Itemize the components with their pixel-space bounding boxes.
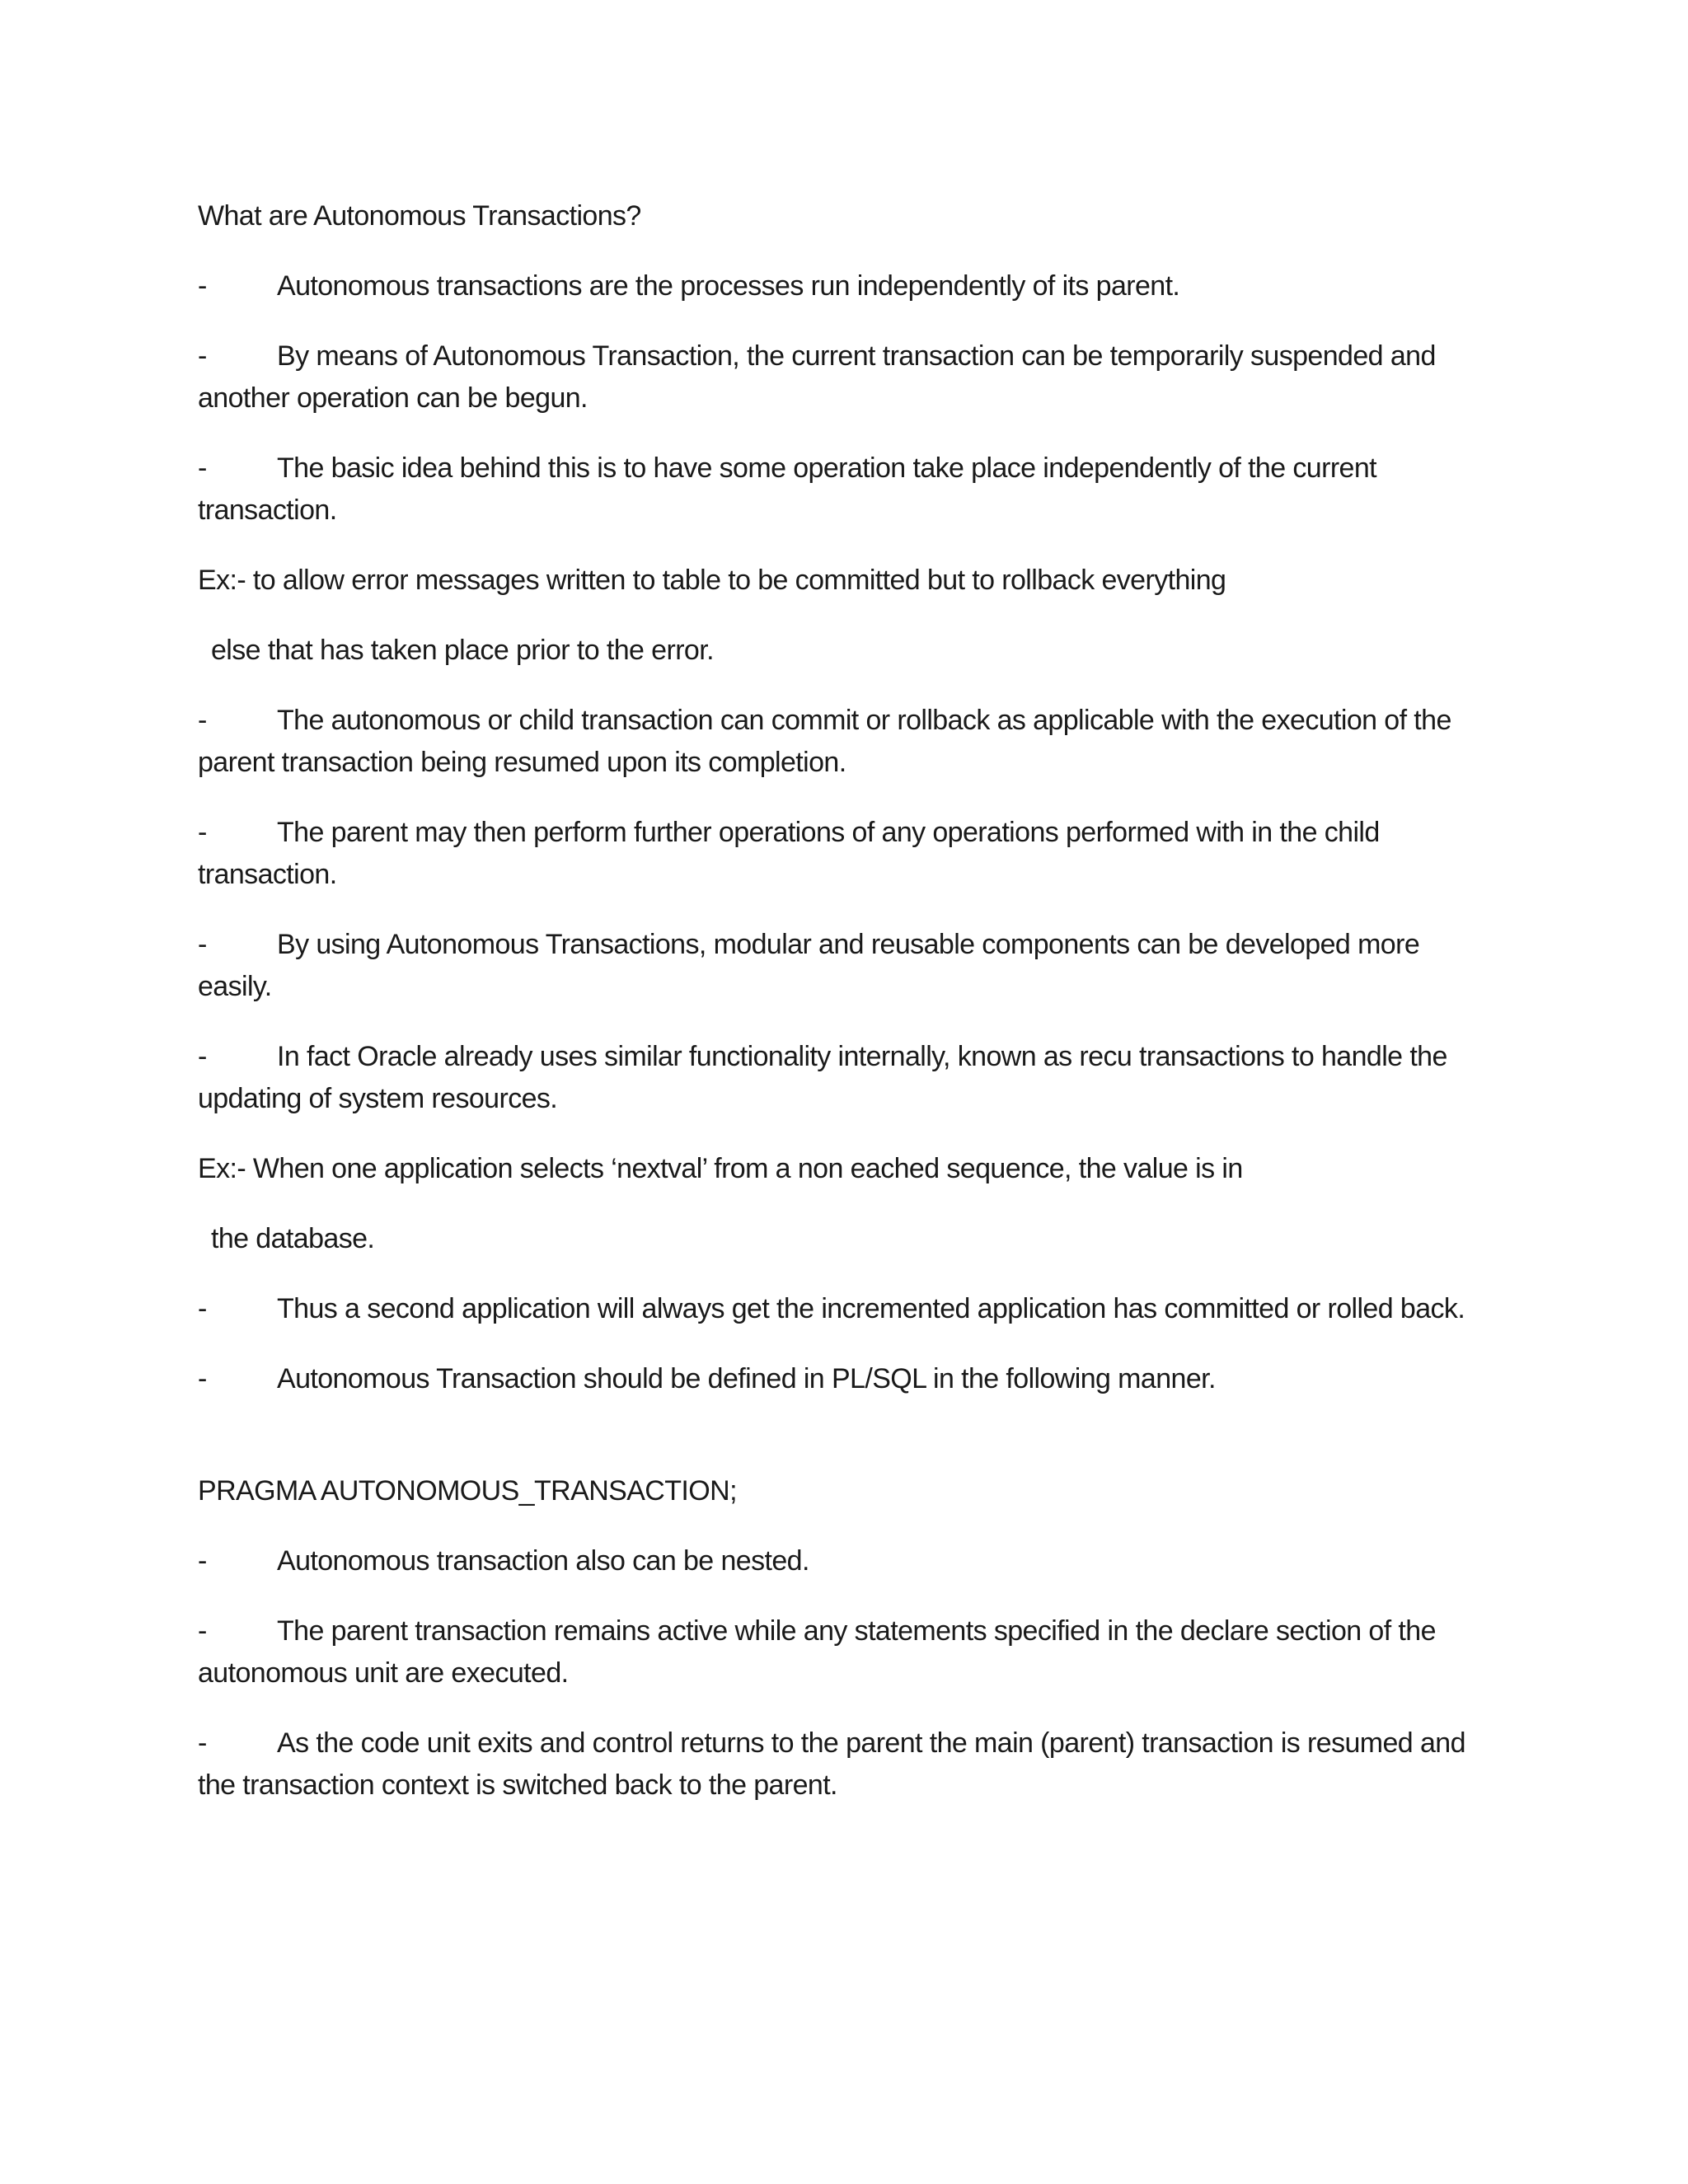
bullet-dash: - <box>198 1615 207 1647</box>
bullet-item <box>198 1610 1500 1694</box>
bullet-dash: - <box>198 452 207 484</box>
bullet-item <box>198 448 1500 532</box>
bullet-item <box>198 265 1500 307</box>
bullet-item <box>198 1358 1500 1400</box>
example-continuation: else that has taken place prior to the error. <box>211 635 714 666</box>
bullet-dash: - <box>198 1363 207 1394</box>
bullet-dash: - <box>198 1545 207 1577</box>
bullet-text: Autonomous transaction also can be nested. <box>277 1545 809 1577</box>
bullet-dash: - <box>198 1041 207 1072</box>
bullet-text: The parent transaction remains active while any statements specified in the declare section of the autonomous unit are executed. <box>198 1615 1436 1689</box>
document-body <box>198 195 1500 1835</box>
bullet-item <box>198 1722 1500 1807</box>
bullet-text: As the code unit exits and control returns to the parent the main (parent) transaction is resumed and the transaction context is switched back to the parent. <box>198 1727 1465 1801</box>
bullet-text: The autonomous or child transaction can commit or rollback as applicable with the execution of the parent transaction being resumed upon its completion. <box>198 705 1451 778</box>
bullet-item <box>198 1036 1500 1120</box>
bullet-dash: - <box>198 817 207 848</box>
pragma-statement: PRAGMA AUTONOMOUS_TRANSACTION; <box>198 1475 737 1507</box>
bullet-item <box>198 812 1500 896</box>
bullet-item <box>198 1288 1500 1330</box>
bullet-item <box>198 924 1500 1008</box>
bullet-text: Autonomous transactions are the processes run independently of its parent. <box>277 270 1180 302</box>
bullet-text: The parent may then perform further operations of any operations performed with in the child transaction. <box>198 817 1380 890</box>
example-paragraph: Ex:- to allow error messages written to table to be committed but to rollback everything <box>198 565 1226 596</box>
bullet-text: Thus a second application will always get the incremented application has committed or rolled back. <box>277 1293 1465 1324</box>
bullet-item <box>198 700 1500 784</box>
bullet-dash: - <box>198 705 207 736</box>
bullet-text: The basic idea behind this is to have some operation take place independently of the current transaction. <box>198 452 1377 526</box>
bullet-dash: - <box>198 270 207 302</box>
example-continuation: the database. <box>211 1223 375 1254</box>
bullet-item <box>198 335 1500 419</box>
bullet-dash: - <box>198 340 207 372</box>
bullet-text: In fact Oracle already uses similar functionality internally, known as recu transactions to handle the updating of system resources. <box>198 1041 1447 1114</box>
bullet-text: By means of Autonomous Transaction, the current transaction can be temporarily suspended and another operation can be begun. <box>198 340 1436 414</box>
bullet-text: By using Autonomous Transactions, modular and reusable components can be developed more easily. <box>198 929 1420 1002</box>
bullet-item <box>198 1540 1500 1582</box>
bullet-dash: - <box>198 1727 207 1759</box>
bullet-text: Autonomous Transaction should be defined in PL/SQL in the following manner. <box>277 1363 1216 1394</box>
example-paragraph: Ex:- When one application selects ‘nextval’ from a non eached sequence, the value is in <box>198 1153 1243 1184</box>
bullet-dash: - <box>198 1293 207 1324</box>
bullet-dash: - <box>198 929 207 960</box>
document-title: What are Autonomous Transactions? <box>198 200 641 232</box>
